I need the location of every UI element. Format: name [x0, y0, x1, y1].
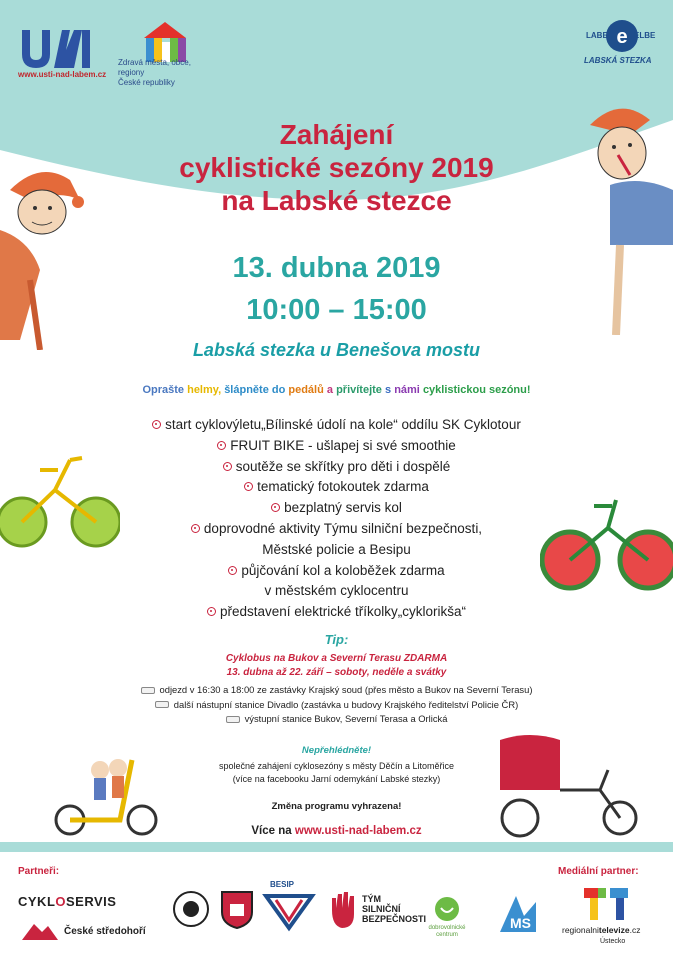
activity-text: Městské policie a Besipu — [262, 541, 411, 557]
slogan-word: pedálů — [288, 384, 324, 396]
event-date: 13. dubna 2019 — [232, 252, 441, 284]
title-line-3: na Labské stezce — [221, 185, 452, 216]
activity-item — [110, 561, 563, 582]
page-title — [120, 118, 553, 217]
activity-item — [110, 581, 563, 602]
dont-miss-text — [150, 760, 523, 786]
bullet-icon — [271, 503, 280, 512]
tym-line: TÝM — [362, 894, 381, 904]
bus-stop-text: odjezd v 16:30 a 18:00 ze zastávky Krajský soud (přes město a Bukov na Severní Terasu) — [159, 684, 533, 695]
activity-text: bezplatný servis kol — [284, 500, 402, 516]
activity-item — [110, 540, 563, 561]
dobro-line: centrum — [436, 932, 458, 938]
bullet-icon — [244, 482, 253, 491]
besip-label: BESIP — [270, 880, 295, 889]
tip-bus: Cyklobus na Bukov a Severní Terasu ZDARMA — [225, 653, 448, 664]
cyklo-part: CYKL — [18, 894, 56, 909]
zdrava-line-2: České republiky — [118, 78, 175, 87]
cykloservis-logo — [18, 894, 116, 909]
activity-item — [110, 477, 563, 498]
activity-item — [110, 436, 563, 457]
title-line-1: Zahájení — [279, 119, 394, 150]
activity-text: v městském cyklocentru — [264, 583, 409, 599]
event-time: 10:00 – 15:00 — [246, 294, 427, 326]
tym-line: BEZPEČNOSTI — [362, 914, 427, 924]
tip-dates: 13. dubna až 22. září – soboty, neděle a svátky — [226, 667, 447, 678]
slogan — [60, 384, 613, 396]
dobro-line: dobrovolnické — [428, 925, 466, 931]
activity-item — [110, 602, 563, 623]
rt-bold: televize — [598, 925, 630, 935]
rt-part: .cz — [629, 925, 641, 935]
dont-miss-line: (více na facebooku Jarní odemykání Labské stezky) — [232, 774, 441, 784]
labska-stezka-caption: LABSKÁ STEZKA — [584, 56, 652, 65]
activity-text: tematický fotokoutek zdarma — [257, 479, 429, 495]
elf-left-illustration — [0, 150, 110, 350]
media-partner-label: Mediální partner: — [558, 866, 639, 877]
zdrava-line-1: Zdravá města, obce, regiony — [118, 58, 191, 77]
usti-url: www.usti-nad-labem.cz — [18, 70, 107, 79]
dont-miss-title: Nepřehlédněte! — [301, 745, 372, 756]
bus-icon — [141, 687, 155, 694]
slogan-word: helmy, — [187, 384, 222, 396]
bus-stop-row — [110, 712, 563, 727]
tym-line: SILNIČNÍ — [362, 904, 401, 914]
slogan-word: šlápněte do — [224, 384, 286, 396]
activity-item — [110, 498, 563, 519]
more-info — [120, 825, 553, 837]
more-label: Více na — [251, 825, 292, 837]
bus-icon — [226, 716, 240, 723]
bus-stops — [110, 683, 563, 727]
elbe-word: ELBE — [634, 31, 656, 40]
activities-list — [110, 415, 563, 623]
event-place: Labská stezka u Benešova mostu — [192, 340, 481, 360]
activity-text: doprovodné aktivity Týmu silniční bezpečnosti, — [203, 520, 483, 536]
activity-text: půjčování kol a koloběžek zdarma — [241, 562, 445, 578]
bus-stop-row — [110, 698, 563, 713]
dobrovolnicke-centrum-icon — [432, 894, 462, 924]
mestska-policie-badge-icon — [218, 888, 256, 930]
regionalni-televize-region: Ústecko — [600, 938, 626, 945]
partners-label: Partneři: — [18, 866, 60, 877]
elf-right-illustration — [570, 95, 673, 335]
slogan-word: přivítejte — [336, 384, 382, 396]
slogan-word: námi — [394, 384, 420, 396]
activity-text: FRUIT BIKE - ušlapej si své smoothie — [230, 437, 456, 453]
dont-miss-line: společné zahájení cyklosezóny s městy Děčín a Litoměřice — [218, 761, 455, 771]
bus-stop-text: výstupní stanice Bukov, Severní Terasa a Orlická — [244, 713, 448, 724]
besip-logo-icon — [262, 892, 316, 932]
activity-item — [110, 457, 563, 478]
labe-word: LABE — [586, 31, 608, 40]
activity-text: soutěže se skřítky pro děti i dospělé — [235, 458, 451, 474]
regionalni-televize-icon — [580, 886, 632, 922]
rt-part: regionalni — [562, 925, 599, 935]
svg-text:MS: MS — [510, 915, 531, 931]
bullet-icon — [228, 566, 237, 575]
dobrovolnicke-centrum-logo — [428, 925, 466, 939]
bus-icon — [155, 701, 169, 708]
tym-silnicni-bezpecnosti-logo — [362, 894, 426, 924]
title-line-2: cyklistické sezóny 2019 — [179, 152, 494, 183]
bullet-icon — [152, 420, 161, 429]
svg-text:e: e — [616, 26, 628, 48]
zdrava-mesta-caption — [118, 58, 218, 88]
sk-cyklotour-badge-icon — [172, 890, 210, 928]
cyklo-o: O — [55, 894, 67, 909]
lime-bike-illustration — [0, 430, 120, 560]
activity-item — [110, 519, 563, 540]
slogan-word: s — [385, 384, 392, 396]
regionalni-televize-logo — [562, 925, 640, 935]
bus-stop-row — [110, 683, 563, 698]
activity-text: představení elektrické tříkolky„cyklorikša“ — [219, 604, 467, 620]
bullet-icon — [191, 524, 200, 533]
ceske-stredohori-logo: České středohoří — [64, 926, 146, 937]
activity-text: start cyklovýletu„Bílinské údolí na kole“ oddílu SK Cyklotour — [165, 417, 521, 432]
bus-stop-text: další nástupní stanice Divadlo (zastávka u budovy Krajského ředitelství Policie ČR) — [173, 698, 519, 710]
slogan-word: Oprašte — [142, 384, 185, 396]
hand-icon — [326, 890, 362, 930]
more-url-link[interactable]: www.usti-nad-labem.cz — [294, 825, 422, 837]
bullet-icon — [207, 607, 216, 616]
program-change-note: Změna programu vyhrazena! — [271, 801, 402, 812]
ceske-stredohori-icon — [20, 920, 60, 942]
activity-item — [110, 415, 563, 436]
cyklo-part: SERVIS — [66, 894, 117, 909]
bullet-icon — [217, 441, 226, 450]
slogan-word: cyklistickou sezónu! — [422, 384, 531, 396]
slogan-word: a — [326, 384, 334, 396]
ms-logo-icon — [496, 892, 540, 936]
bullet-icon — [223, 462, 232, 471]
tip-title: Tip: — [324, 632, 349, 647]
